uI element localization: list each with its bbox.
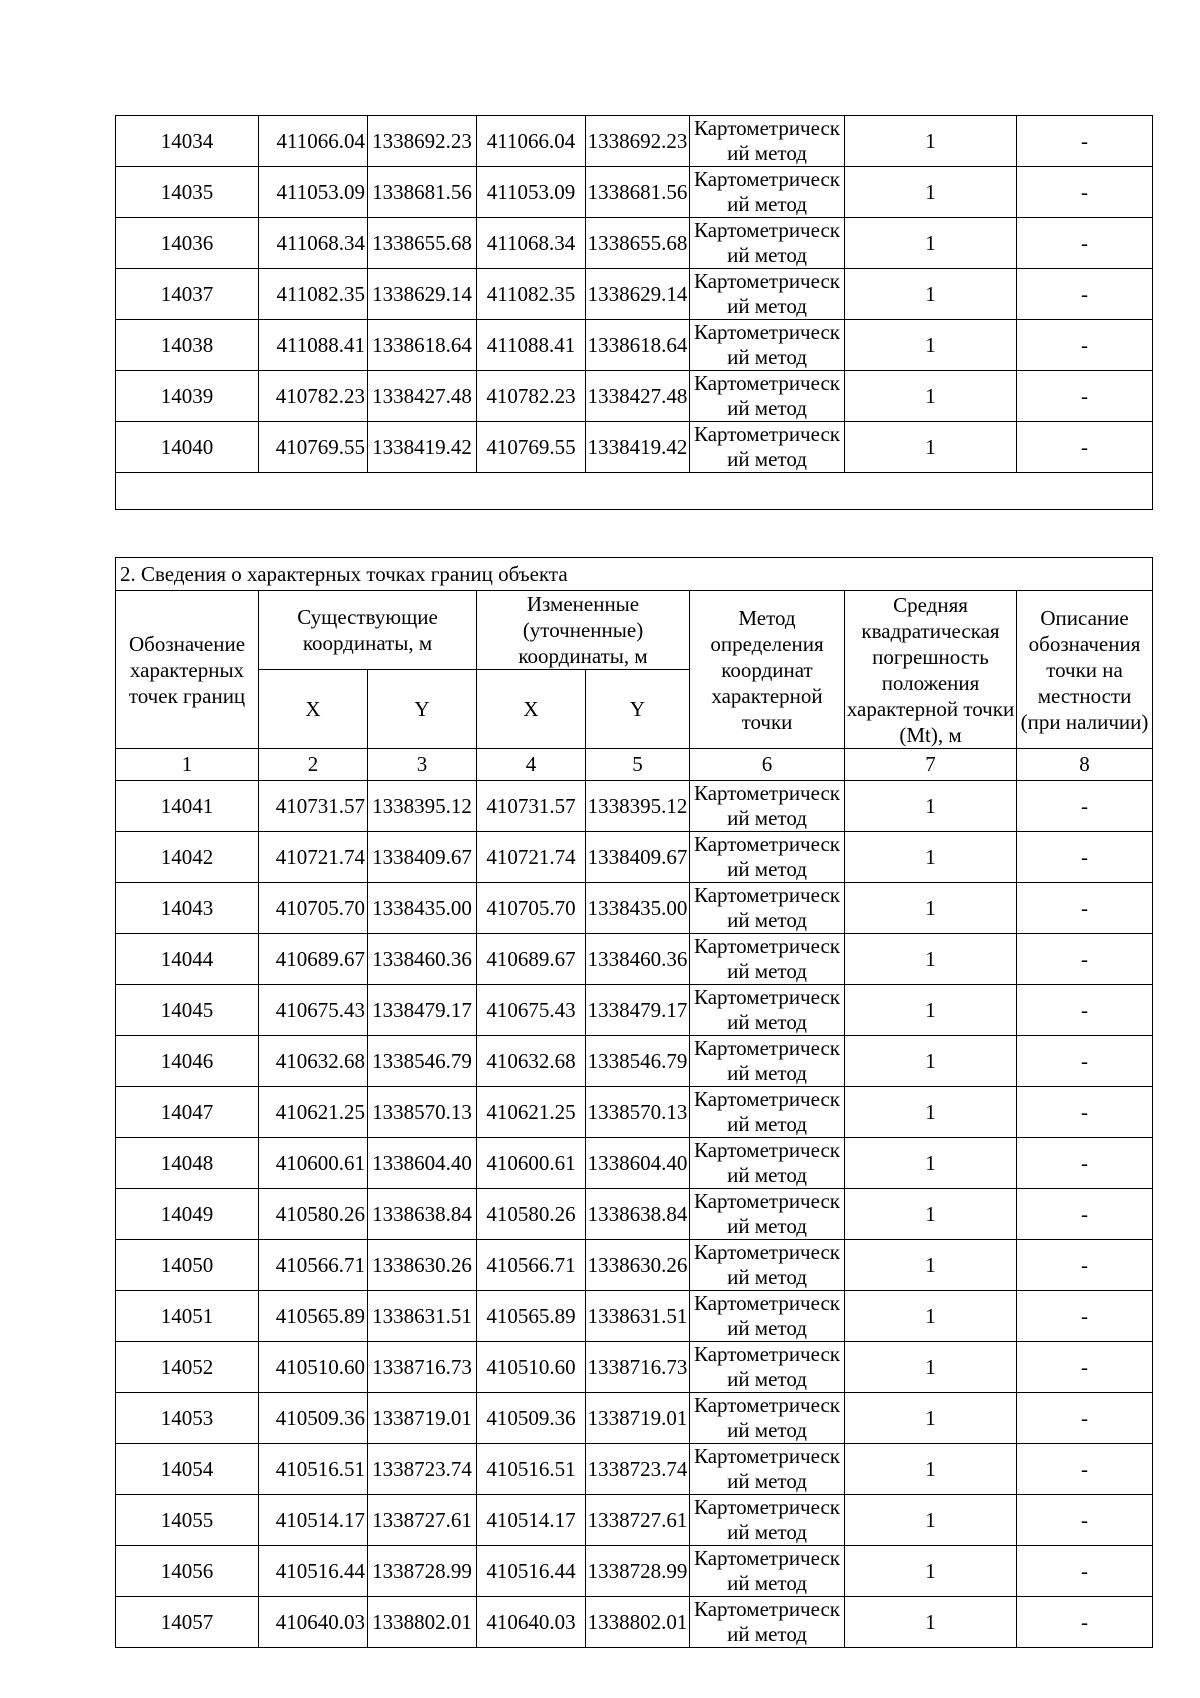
- changed-y-cell: 1338618.64: [586, 320, 690, 371]
- method-cell: Картометрический метод: [690, 320, 845, 371]
- mean-square-error-cell: 1: [845, 1546, 1017, 1597]
- characteristic-points-table: [115, 557, 1153, 1648]
- existing-y-cell: 1338460.36: [368, 934, 477, 985]
- point-description-cell: -: [1017, 218, 1153, 269]
- existing-x-cell: 410689.67: [259, 934, 368, 985]
- point-number-cell: 14042: [116, 832, 259, 883]
- changed-x-cell: 411088.41: [477, 320, 586, 371]
- method-cell: Картометрический метод: [690, 1393, 845, 1444]
- point-description-cell: -: [1017, 1546, 1153, 1597]
- existing-x-cell: 410705.70: [259, 883, 368, 934]
- existing-y-cell: 1338727.61: [368, 1495, 477, 1546]
- point-description-cell: -: [1017, 1087, 1153, 1138]
- point-number-cell: 14045: [116, 985, 259, 1036]
- mean-square-error-cell: 1: [845, 781, 1017, 832]
- method-cell: Картометрический метод: [690, 1546, 845, 1597]
- changed-x-cell: 411053.09: [477, 167, 586, 218]
- point-description-cell: -: [1017, 985, 1153, 1036]
- mean-square-error-cell: 1: [845, 832, 1017, 883]
- changed-y-cell: 1338723.74: [586, 1444, 690, 1495]
- existing-y-cell: 1338395.12: [368, 781, 477, 832]
- existing-x-cell: 410782.23: [259, 371, 368, 422]
- changed-y-cell: 1338630.26: [586, 1240, 690, 1291]
- existing-x-cell: 410621.25: [259, 1087, 368, 1138]
- mean-square-error-cell: 1: [845, 1138, 1017, 1189]
- point-description-cell: -: [1017, 1036, 1153, 1087]
- changed-x-cell: 410566.71: [477, 1240, 586, 1291]
- changed-x-cell: 411068.34: [477, 218, 586, 269]
- changed-x-cell: 410565.89: [477, 1291, 586, 1342]
- changed-y-cell: 1338681.56: [586, 167, 690, 218]
- header-method: Метод определения координат характерной точки: [690, 591, 845, 749]
- mean-square-error-cell: 1: [845, 1495, 1017, 1546]
- column-number: 5: [586, 749, 690, 781]
- point-description-cell: -: [1017, 1444, 1153, 1495]
- table-row: [116, 371, 1153, 422]
- mean-square-error-cell: 1: [845, 1087, 1017, 1138]
- changed-y-cell: 1338728.99: [586, 1546, 690, 1597]
- existing-y-cell: 1338604.40: [368, 1138, 477, 1189]
- point-number-cell: 14039: [116, 371, 259, 422]
- existing-y-cell: 1338655.68: [368, 218, 477, 269]
- table-row: [116, 116, 1153, 167]
- changed-y-cell: 1338727.61: [586, 1495, 690, 1546]
- point-number-cell: 14057: [116, 1597, 259, 1648]
- header-existing-coordinates: Существующие координаты, м: [259, 591, 477, 670]
- mean-square-error-cell: 1: [845, 320, 1017, 371]
- point-description-cell: -: [1017, 422, 1153, 473]
- point-description-cell: -: [1017, 832, 1153, 883]
- point-description-cell: -: [1017, 883, 1153, 934]
- changed-x-cell: 410514.17: [477, 1495, 586, 1546]
- changed-x-cell: 410621.25: [477, 1087, 586, 1138]
- changed-y-cell: 1338631.51: [586, 1291, 690, 1342]
- point-number-cell: 14049: [116, 1189, 259, 1240]
- method-cell: Картометрический метод: [690, 1291, 845, 1342]
- point-description-cell: -: [1017, 1189, 1153, 1240]
- table-row: [116, 1597, 1153, 1648]
- existing-y-cell: 1338618.64: [368, 320, 477, 371]
- method-cell: Картометрический метод: [690, 1495, 845, 1546]
- point-description-cell: -: [1017, 1495, 1153, 1546]
- point-number-cell: 14053: [116, 1393, 259, 1444]
- method-cell: Картометрический метод: [690, 1342, 845, 1393]
- method-cell: Картометрический метод: [690, 167, 845, 218]
- existing-y-cell: 1338802.01: [368, 1597, 477, 1648]
- header-existing-y: Y: [368, 670, 477, 749]
- method-cell: Картометрический метод: [690, 934, 845, 985]
- changed-x-cell: 410675.43: [477, 985, 586, 1036]
- column-number: 4: [477, 749, 586, 781]
- existing-x-cell: 411066.04: [259, 116, 368, 167]
- existing-y-cell: 1338716.73: [368, 1342, 477, 1393]
- existing-x-cell: 410769.55: [259, 422, 368, 473]
- table-row: [116, 1546, 1153, 1597]
- changed-y-cell: 1338692.23: [586, 116, 690, 167]
- changed-y-cell: 1338629.14: [586, 269, 690, 320]
- existing-x-cell: 410675.43: [259, 985, 368, 1036]
- column-number: 1: [116, 749, 259, 781]
- mean-square-error-cell: 1: [845, 269, 1017, 320]
- changed-x-cell: 410640.03: [477, 1597, 586, 1648]
- existing-x-cell: 410640.03: [259, 1597, 368, 1648]
- point-description-cell: -: [1017, 320, 1153, 371]
- changed-x-cell: 410600.61: [477, 1138, 586, 1189]
- table-row: [116, 781, 1153, 832]
- point-description-cell: -: [1017, 1597, 1153, 1648]
- existing-y-cell: 1338546.79: [368, 1036, 477, 1087]
- column-number: 3: [368, 749, 477, 781]
- point-number-cell: 14044: [116, 934, 259, 985]
- point-number-cell: 14034: [116, 116, 259, 167]
- existing-x-cell: 410731.57: [259, 781, 368, 832]
- method-cell: Картометрический метод: [690, 218, 845, 269]
- table-title: 2. Сведения о характерных точках границ объекта: [116, 558, 1153, 591]
- mean-square-error-cell: 1: [845, 1597, 1017, 1648]
- existing-y-cell: 1338728.99: [368, 1546, 477, 1597]
- changed-x-cell: 410705.70: [477, 883, 586, 934]
- table-row: [116, 1036, 1153, 1087]
- method-cell: Картометрический метод: [690, 832, 845, 883]
- point-description-cell: -: [1017, 116, 1153, 167]
- changed-y-cell: 1338655.68: [586, 218, 690, 269]
- existing-y-cell: 1338570.13: [368, 1087, 477, 1138]
- changed-y-cell: 1338409.67: [586, 832, 690, 883]
- point-number-cell: 14050: [116, 1240, 259, 1291]
- header-existing-x: X: [259, 670, 368, 749]
- point-description-cell: -: [1017, 269, 1153, 320]
- method-cell: Картометрический метод: [690, 1189, 845, 1240]
- mean-square-error-cell: 1: [845, 116, 1017, 167]
- point-number-cell: 14054: [116, 1444, 259, 1495]
- mean-square-error-cell: 1: [845, 883, 1017, 934]
- method-cell: Картометрический метод: [690, 1240, 845, 1291]
- existing-y-cell: 1338435.00: [368, 883, 477, 934]
- column-number: 2: [259, 749, 368, 781]
- point-description-cell: -: [1017, 371, 1153, 422]
- existing-x-cell: 410565.89: [259, 1291, 368, 1342]
- changed-y-cell: 1338435.00: [586, 883, 690, 934]
- existing-x-cell: 410516.51: [259, 1444, 368, 1495]
- method-cell: Картометрический метод: [690, 985, 845, 1036]
- changed-x-cell: 410721.74: [477, 832, 586, 883]
- method-cell: Картометрический метод: [690, 422, 845, 473]
- point-number-cell: 14047: [116, 1087, 259, 1138]
- mean-square-error-cell: 1: [845, 1291, 1017, 1342]
- point-number-cell: 14051: [116, 1291, 259, 1342]
- point-description-cell: -: [1017, 167, 1153, 218]
- point-number-cell: 14055: [116, 1495, 259, 1546]
- changed-y-cell: 1338395.12: [586, 781, 690, 832]
- method-cell: Картометрический метод: [690, 1138, 845, 1189]
- changed-x-cell: 411066.04: [477, 116, 586, 167]
- mean-square-error-cell: 1: [845, 1444, 1017, 1495]
- changed-y-cell: 1338719.01: [586, 1393, 690, 1444]
- existing-y-cell: 1338479.17: [368, 985, 477, 1036]
- point-description-cell: -: [1017, 1240, 1153, 1291]
- existing-x-cell: 410566.71: [259, 1240, 368, 1291]
- header-point-designation: Обозначение характерных точек границ: [116, 591, 259, 749]
- changed-x-cell: 410769.55: [477, 422, 586, 473]
- empty-cell: [116, 473, 1153, 510]
- changed-y-cell: 1338479.17: [586, 985, 690, 1036]
- table-row: [116, 167, 1153, 218]
- existing-y-cell: 1338629.14: [368, 269, 477, 320]
- point-number-cell: 14038: [116, 320, 259, 371]
- existing-x-cell: 410509.36: [259, 1393, 368, 1444]
- mean-square-error-cell: 1: [845, 1393, 1017, 1444]
- method-cell: Картометрический метод: [690, 781, 845, 832]
- existing-x-cell: 410580.26: [259, 1189, 368, 1240]
- existing-x-cell: 410632.68: [259, 1036, 368, 1087]
- column-number: 6: [690, 749, 845, 781]
- point-number-cell: 14036: [116, 218, 259, 269]
- point-number-cell: 14048: [116, 1138, 259, 1189]
- method-cell: Картометрический метод: [690, 1087, 845, 1138]
- existing-x-cell: 411068.34: [259, 218, 368, 269]
- point-number-cell: 14037: [116, 269, 259, 320]
- changed-y-cell: 1338419.42: [586, 422, 690, 473]
- point-number-cell: 14035: [116, 167, 259, 218]
- header-point-description: Описание обозначения точки на местности (при наличии): [1017, 591, 1153, 749]
- table-row: [116, 1138, 1153, 1189]
- changed-x-cell: 410580.26: [477, 1189, 586, 1240]
- point-number-cell: 14046: [116, 1036, 259, 1087]
- table-row: [116, 1087, 1153, 1138]
- changed-x-cell: 410516.51: [477, 1444, 586, 1495]
- existing-y-cell: 1338719.01: [368, 1393, 477, 1444]
- table-row: [116, 934, 1153, 985]
- existing-x-cell: 410516.44: [259, 1546, 368, 1597]
- changed-x-cell: 410632.68: [477, 1036, 586, 1087]
- existing-x-cell: 411053.09: [259, 167, 368, 218]
- point-description-cell: -: [1017, 781, 1153, 832]
- table-row: [116, 883, 1153, 934]
- table-row: [116, 1240, 1153, 1291]
- table-row: [116, 1495, 1153, 1546]
- table-row: [116, 1342, 1153, 1393]
- column-number: 7: [845, 749, 1017, 781]
- existing-x-cell: 410600.61: [259, 1138, 368, 1189]
- point-description-cell: -: [1017, 934, 1153, 985]
- changed-y-cell: 1338716.73: [586, 1342, 690, 1393]
- table-row: [116, 1444, 1153, 1495]
- table-row: [116, 1393, 1153, 1444]
- point-description-cell: -: [1017, 1342, 1153, 1393]
- mean-square-error-cell: 1: [845, 1189, 1017, 1240]
- changed-x-cell: 410509.36: [477, 1393, 586, 1444]
- point-number-cell: 14052: [116, 1342, 259, 1393]
- changed-x-cell: 410689.67: [477, 934, 586, 985]
- mean-square-error-cell: 1: [845, 371, 1017, 422]
- existing-y-cell: 1338681.56: [368, 167, 477, 218]
- point-description-cell: -: [1017, 1393, 1153, 1444]
- mean-square-error-cell: 1: [845, 985, 1017, 1036]
- column-number: 8: [1017, 749, 1153, 781]
- changed-x-cell: 410731.57: [477, 781, 586, 832]
- point-description-cell: -: [1017, 1138, 1153, 1189]
- table-row: [116, 985, 1153, 1036]
- header-changed-x: X: [477, 670, 586, 749]
- points-table-continued: [115, 115, 1153, 510]
- table-row: [116, 422, 1153, 473]
- point-number-cell: 14041: [116, 781, 259, 832]
- empty-row: [116, 473, 1153, 510]
- table-row: [116, 832, 1153, 883]
- method-cell: Картометрический метод: [690, 1036, 845, 1087]
- existing-y-cell: 1338427.48: [368, 371, 477, 422]
- changed-x-cell: 410516.44: [477, 1546, 586, 1597]
- header-mean-square-error: Средняя квадратическая погрешность положения характерной точки (Mt), м: [845, 591, 1017, 749]
- changed-y-cell: 1338460.36: [586, 934, 690, 985]
- existing-y-cell: 1338630.26: [368, 1240, 477, 1291]
- mean-square-error-cell: 1: [845, 1342, 1017, 1393]
- existing-x-cell: 410721.74: [259, 832, 368, 883]
- mean-square-error-cell: 1: [845, 218, 1017, 269]
- changed-y-cell: 1338570.13: [586, 1087, 690, 1138]
- table-row: [116, 1291, 1153, 1342]
- mean-square-error-cell: 1: [845, 1240, 1017, 1291]
- mean-square-error-cell: 1: [845, 934, 1017, 985]
- mean-square-error-cell: 1: [845, 167, 1017, 218]
- changed-y-cell: 1338638.84: [586, 1189, 690, 1240]
- table-row: [116, 269, 1153, 320]
- method-cell: Картометрический метод: [690, 371, 845, 422]
- existing-x-cell: 411088.41: [259, 320, 368, 371]
- existing-y-cell: 1338419.42: [368, 422, 477, 473]
- existing-y-cell: 1338409.67: [368, 832, 477, 883]
- header-changed-coordinates: Измененные (уточненные) координаты, м: [477, 591, 690, 670]
- existing-y-cell: 1338692.23: [368, 116, 477, 167]
- mean-square-error-cell: 1: [845, 1036, 1017, 1087]
- changed-x-cell: 410510.60: [477, 1342, 586, 1393]
- point-number-cell: 14056: [116, 1546, 259, 1597]
- method-cell: Картометрический метод: [690, 269, 845, 320]
- point-description-cell: -: [1017, 1291, 1153, 1342]
- existing-y-cell: 1338723.74: [368, 1444, 477, 1495]
- point-number-cell: 14043: [116, 883, 259, 934]
- existing-x-cell: 410514.17: [259, 1495, 368, 1546]
- method-cell: Картометрический метод: [690, 1597, 845, 1648]
- changed-x-cell: 410782.23: [477, 371, 586, 422]
- table-row: [116, 1189, 1153, 1240]
- method-cell: Картометрический метод: [690, 1444, 845, 1495]
- existing-y-cell: 1338631.51: [368, 1291, 477, 1342]
- method-cell: Картометрический метод: [690, 116, 845, 167]
- existing-x-cell: 410510.60: [259, 1342, 368, 1393]
- changed-y-cell: 1338427.48: [586, 371, 690, 422]
- point-number-cell: 14040: [116, 422, 259, 473]
- changed-y-cell: 1338604.40: [586, 1138, 690, 1189]
- changed-y-cell: 1338546.79: [586, 1036, 690, 1087]
- changed-x-cell: 411082.35: [477, 269, 586, 320]
- method-cell: Картометрический метод: [690, 883, 845, 934]
- table-row: [116, 218, 1153, 269]
- table-row: [116, 320, 1153, 371]
- existing-x-cell: 411082.35: [259, 269, 368, 320]
- existing-y-cell: 1338638.84: [368, 1189, 477, 1240]
- header-changed-y: Y: [586, 670, 690, 749]
- changed-y-cell: 1338802.01: [586, 1597, 690, 1648]
- mean-square-error-cell: 1: [845, 422, 1017, 473]
